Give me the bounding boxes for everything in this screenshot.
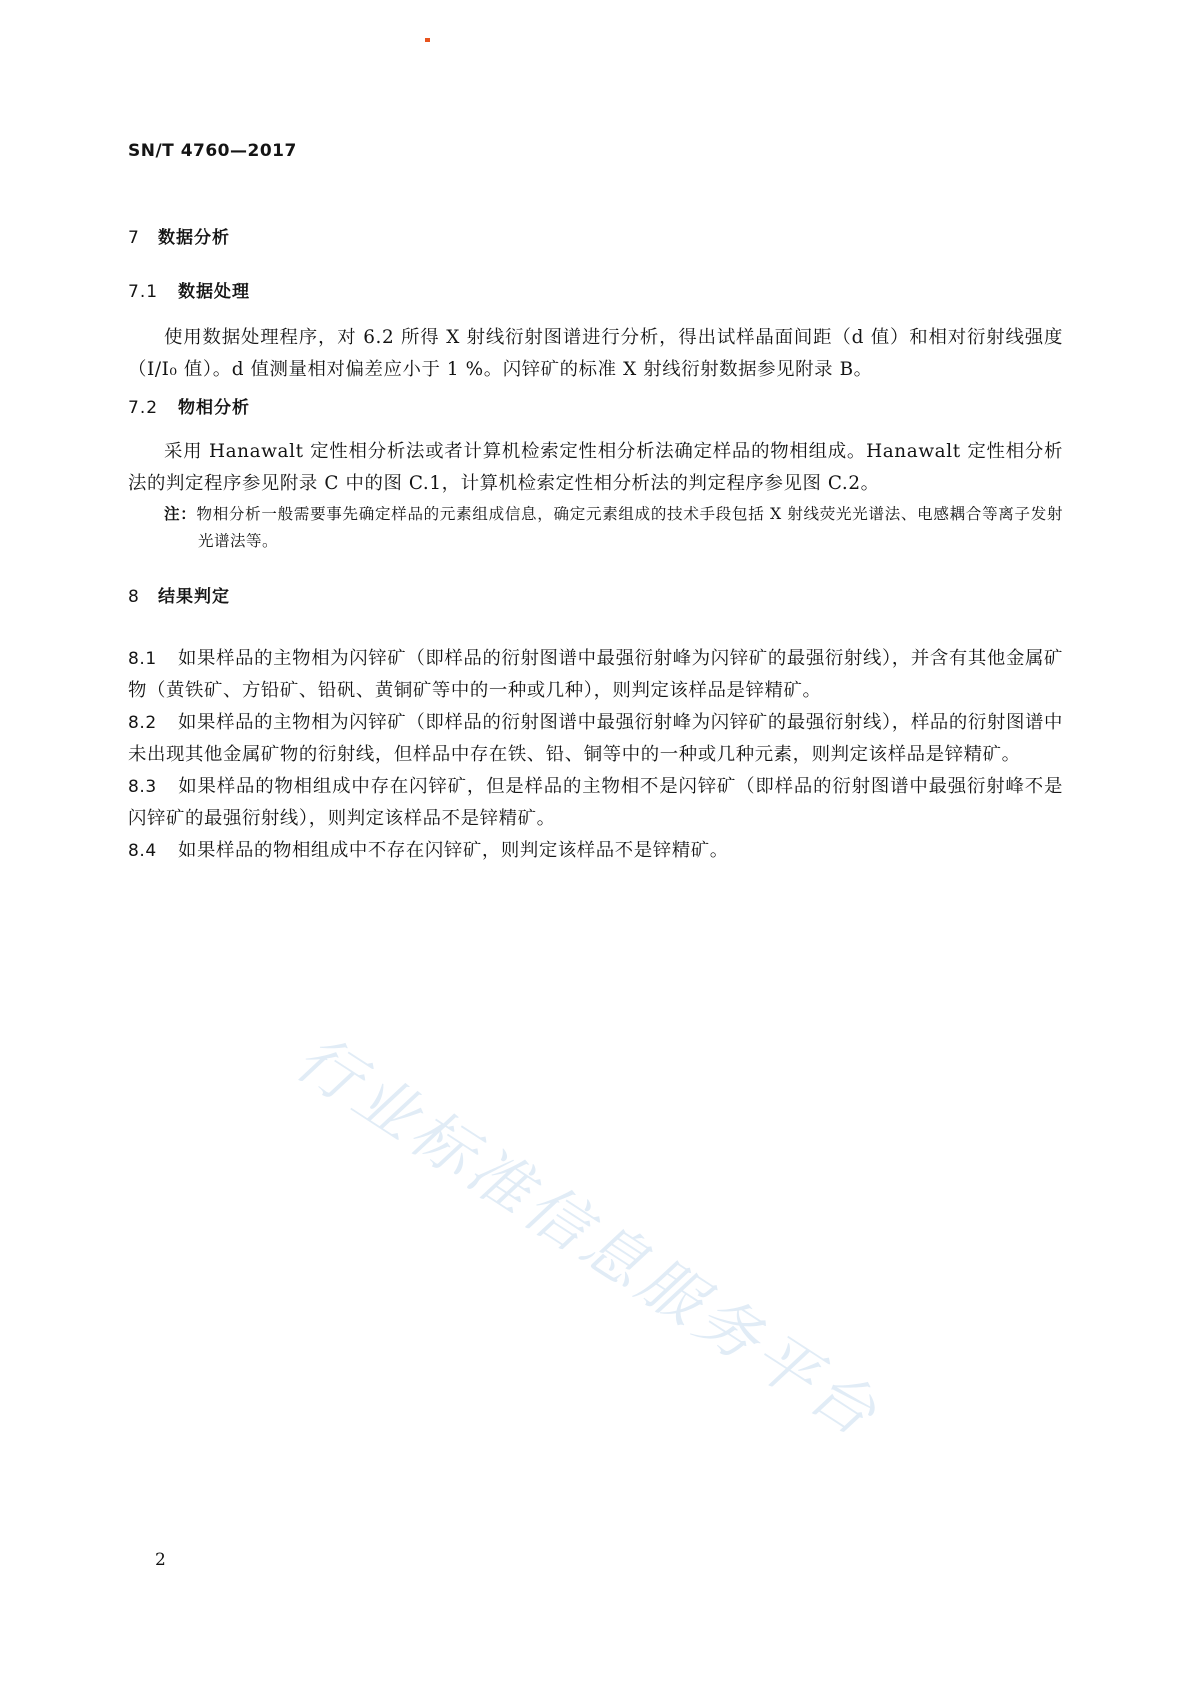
clause-text: 如果样品的物相组成中存在闪锌矿，但是样品的主物相不是闪锌矿（即样品的衍射图谱中最强衍射峰不是闪锌矿的最强衍射线），则判定该样品不是锌精矿。	[128, 776, 1063, 829]
clause-8-1	[128, 643, 1063, 707]
standard-id: SN/T 4760—2017	[128, 141, 297, 161]
clause-8-2	[128, 707, 1063, 771]
section-7-2-heading	[128, 396, 1063, 420]
section-number: 8	[128, 587, 140, 607]
clause-text: 如果样品的主物相为闪锌矿（即样品的衍射图谱中最强衍射峰为闪锌矿的最强衍射线），样品的衍射图谱中未出现其他金属矿物的衍射线，但样品中存在铁、铅、铜等中的一种或几种元素，则判定该样品是锌精矿。	[128, 712, 1063, 765]
section-7-heading	[128, 226, 1063, 250]
page-number: 2	[155, 1550, 166, 1570]
section-8-heading	[128, 585, 1063, 609]
section-7-2-note	[128, 500, 1063, 555]
clause-text: 如果样品的主物相为闪锌矿（即样品的衍射图谱中最强衍射峰为闪锌矿的最强衍射线），并含有其他金属矿物（黄铁矿、方铅矿、铅矾、黄铜矿等中的一种或几种），则判定该样品是锌精矿。	[128, 648, 1063, 701]
clause-8-3	[128, 771, 1063, 835]
section-number: 7	[128, 228, 140, 248]
section-title: 物相分析	[178, 398, 250, 418]
clause-list	[128, 643, 1063, 867]
clause-number: 8.4	[128, 841, 157, 861]
clause-text: 如果样品的物相组成中不存在闪锌矿，则判定该样品不是锌精矿。	[178, 840, 729, 861]
clause-8-4	[128, 835, 1063, 867]
top-mark	[425, 38, 430, 42]
note-label: 注：	[164, 504, 197, 523]
section-title: 结果判定	[158, 587, 230, 607]
clause-number: 8.2	[128, 713, 157, 733]
clause-number: 8.3	[128, 777, 157, 797]
section-7-1-heading	[128, 280, 1063, 304]
section-title: 数据分析	[158, 228, 230, 248]
section-number: 7.2	[128, 398, 159, 418]
section-7-2-paragraph: 采用 Hanawalt 定性相分析法或者计算机检索定性相分析法确定样品的物相组成。Hanawalt 定性相分析法的判定程序参见附录 C 中的图 C.1，计算机检索定性相分析法的判定程序参见图 C.2。	[128, 441, 1063, 494]
clause-number: 8.1	[128, 649, 157, 669]
note-text: 物相分析一般需要事先确定样品的元素组成信息，确定元素组成的技术手段包括 X 射线荧光光谱法、电感耦合等离子发射光谱法等。	[196, 505, 1063, 550]
section-title: 数据处理	[178, 282, 250, 302]
section-7-1-paragraph: 使用数据处理程序，对 6.2 所得 X 射线衍射图谱进行分析，得出试样晶面间距（d 值）和相对衍射线强度（I/I₀ 值）。d 值测量相对偏差应小于 1 %。闪锌矿的标准 X 射线衍射数据参见附录 B。	[128, 327, 1063, 380]
watermark: 行业标准信息服务平台	[283, 1020, 894, 1453]
document-body	[128, 226, 1063, 867]
section-number: 7.1	[128, 282, 159, 302]
